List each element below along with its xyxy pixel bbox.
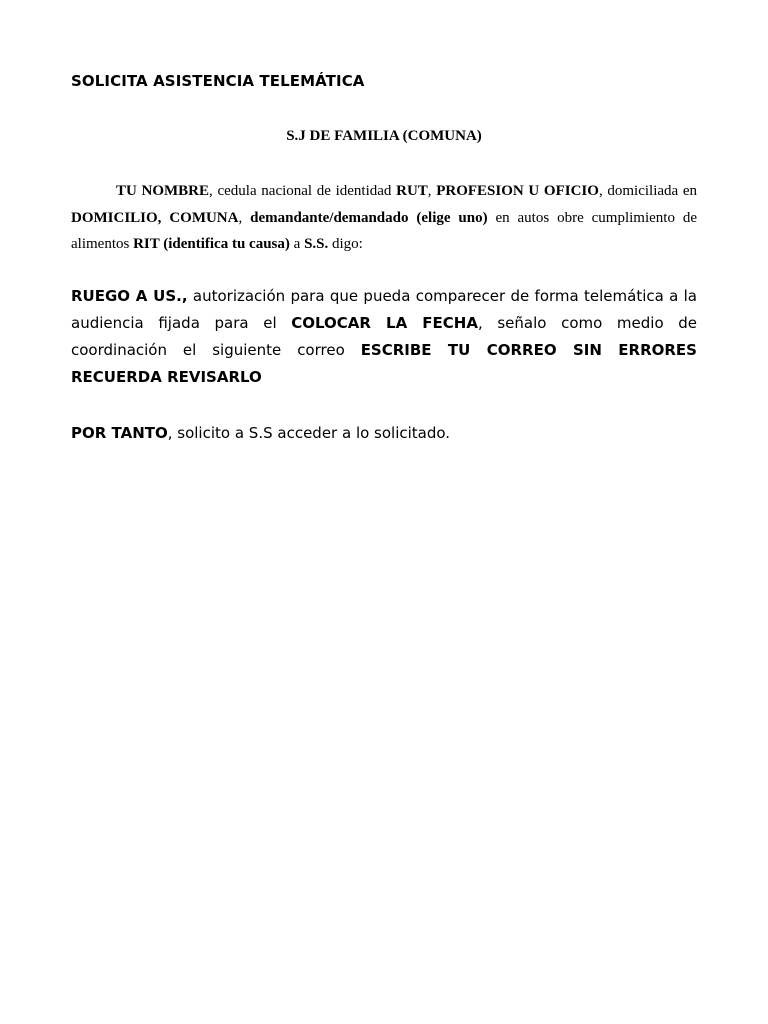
closing-paragraph: [71, 420, 697, 447]
document-heading: SOLICITA ASISTENCIA TELEMÁTICA: [71, 72, 365, 90]
date-placeholder: COLOCAR LA FECHA: [291, 314, 478, 332]
request-paragraph: [71, 283, 697, 391]
paragraph-text: digo:: [328, 236, 363, 252]
rut-placeholder: RUT: [396, 183, 428, 199]
paragraph-text: ,: [427, 183, 437, 199]
paragraph-text: a: [289, 236, 305, 252]
introduction-paragraph: [71, 178, 697, 258]
request-lead: RUEGO A US.,: [71, 287, 188, 305]
role-placeholder: demandante/demandado (elige uno): [250, 209, 488, 226]
paragraph-text: autorización para que pueda comparecer de forma telemática a la audiencia fijada para el: [71, 287, 697, 332]
email-placeholder: ESCRIBE TU CORREO SIN ERRORES RECUERDA REVISARLO: [71, 341, 697, 386]
paragraph-text: ,: [238, 209, 251, 226]
ss-text: S.S.: [304, 236, 329, 252]
rit-placeholder: RIT (identifica tu causa): [133, 236, 290, 252]
closing-lead: POR TANTO: [71, 424, 168, 442]
paragraph-text: , cedula nacional de identidad: [209, 183, 397, 199]
paragraph-text: , solicito a S.S acceder a lo solicitado.: [167, 424, 451, 442]
paragraph-text: , señalo como medio de coordinación el siguiente correo: [71, 314, 697, 359]
profession-placeholder: PROFESION U OFICIO: [436, 183, 599, 199]
paragraph-text: , domiciliada en: [598, 183, 698, 199]
name-placeholder: TU NOMBRE: [116, 183, 210, 199]
court-subheading: S.J DE FAMILIA (COMUNA): [286, 128, 482, 144]
address-placeholder: DOMICILIO, COMUNA: [71, 209, 239, 226]
paragraph-text: en autos obre cumplimiento de alimentos: [71, 209, 697, 252]
